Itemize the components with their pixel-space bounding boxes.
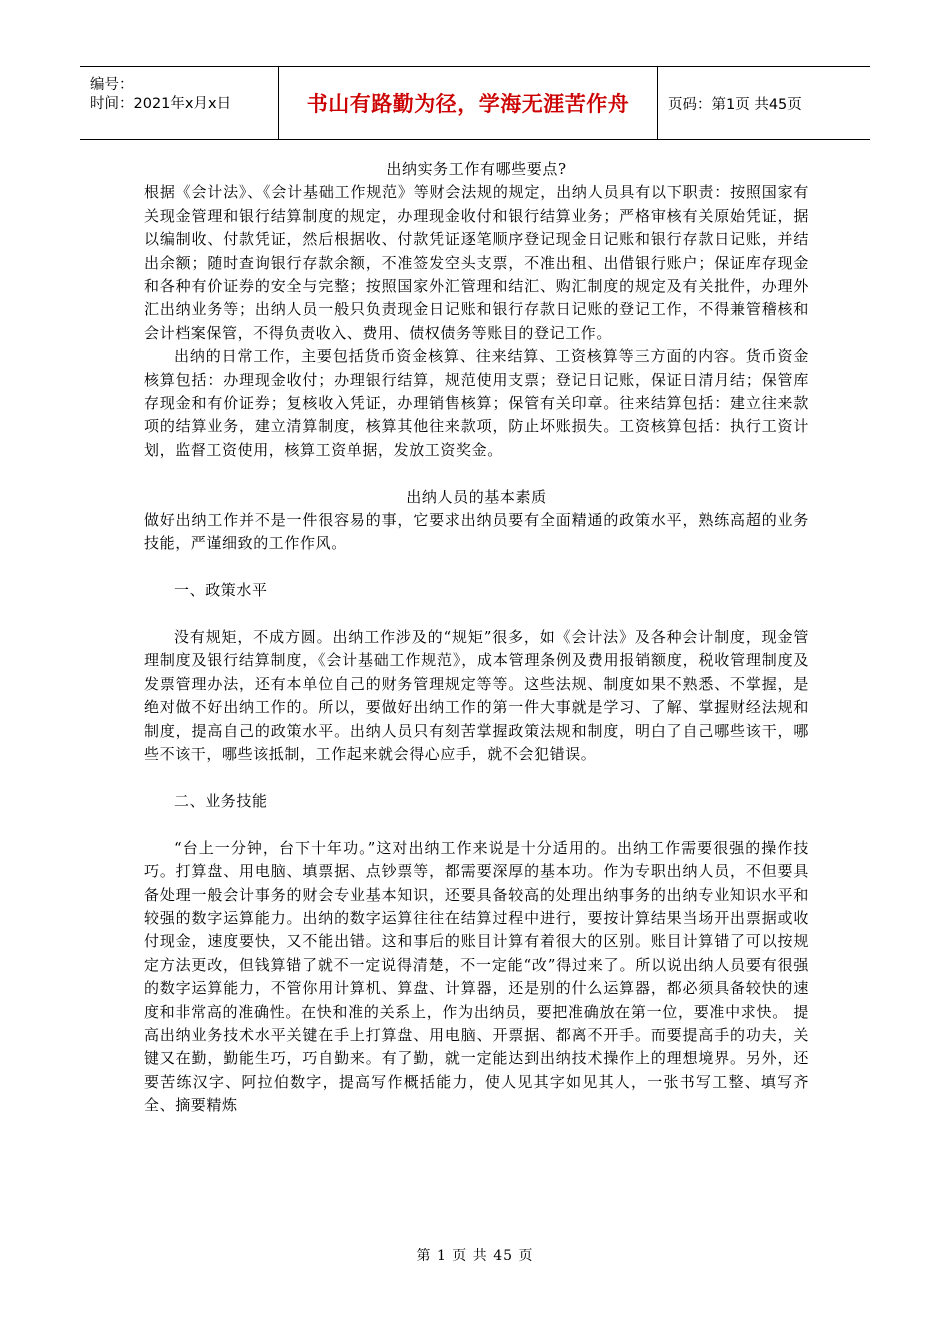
document-number-label: 编号：: [90, 77, 134, 93]
header-table: [80, 66, 870, 140]
header-page-info: 页码：第1页 共45页: [668, 96, 802, 113]
paragraph-policy-level: 没有规矩，不成方圆。出纳工作涉及的“规矩”很多，如《会计法》及各种会计制度，现金管理制度及银行结算制度，《会计基础工作规范》，成本管理条例及费用报销额度，税收管理制度及发票管理办法，还有本单位自己的财务管理规定等等。这些法规、制度如果不熟悉、不掌握，是绝对做不好出纳工作的。所以，要做好出纳工作的第一件大事就是学习、了解、掌握财经法规和制度，提高自己的政策水平。出纳人员只有刻苦掌握政策法规和制度，明白了自己哪些该干，哪些不该干，哪些该抵制，工作起来就会得心应手，就不会犯错误。: [144, 628, 809, 764]
section-title-duties: 出纳实务工作有哪些要点?: [386, 160, 567, 178]
paragraph-qualities-intro: 做好出纳工作并不是一件很容易的事，它要求出纳员要有全面精通的政策水平，熟练高超的业务技能，严谨细致的工作作风。: [144, 511, 809, 553]
paragraph-business-skills: “台上一分钟，台下十年功。”这对出纳工作来说是十分适用的。出纳工作需要很强的操作技巧。打算盘、用电脑、填票据、点钞票等，都需要深厚的基本功。作为专职出纳人员，不但要具备处理一般会计事务的财会专业基本知识，还要具备较高的处理出纳事务的出纳专业知识水平和较强的数字运算能力。出纳的数字运算往往在结算过程中进行，要按计算结果当场开出票据或收付现金，速度要快，又不能出错。这和事后的账目计算有着很大的区别。账目计算错了可以按规定方法更改，但钱算错了就不一定说得清楚，不一定能“改”得过来了。所以说出纳人员要有很强的数字运算能力，不管你用计算机、算盘、计算器，还是别的什么运算器，都必须具备较快的速度和非常高的准确性。在快和准的关系上，作为出纳员，要把准确放在第一位，要准中求快。 提高出纳业务技术水平关键在手上打算盘、用电脑、开票据、都离不开手。而要提高手的功夫，关键又在勤，勤能生巧，巧自勤来。有了勤，就一定能达到出纳技术操作上的理想境界。另外，还要苦练汉字、阿拉伯数字，提高写作概括能力，使人见其字如见其人，一张书写工整、填写齐全、摘要精炼: [144, 838, 809, 1115]
section-title-qualities: 出纳人员的基本素质: [406, 487, 547, 506]
header-meta-cell: [80, 67, 279, 139]
document-body: [144, 158, 809, 1118]
header-motto: 书山有路勤为径，学海无涯苦作舟: [279, 67, 658, 139]
page-footer: 第 1 页 共 45 页: [416, 1248, 534, 1264]
heading-policy-level: 一、政策水平: [174, 581, 268, 600]
paragraph-duties: 根据《会计法》、《会计基础工作规范》等财会法规的规定，出纳人员具有以下职责：按照国家有关现金管理和银行结算制度的规定，办理现金收付和银行结算业务；严格审核有关原始凭证，据以编制收、付款凭证，然后根据收、付款凭证逐笔顺序登记现金日记账和银行存款日记账，并结出余额；随时查询银行存款余额，不准签发空头支票，不准出租、出借银行账户；保证库存现金和各种有价证券的安全与完整；按照国家外汇管理和结汇、购汇制度的规定及有关批件，办理外汇出纳业务等；出纳人员一般只负责现金日记账和银行存款日记账的登记工作，不得兼管稽核和会计档案保管，不得负责收入、费用、债权债务等账目的登记工作。: [144, 183, 809, 342]
heading-business-skills: 二、业务技能: [174, 791, 268, 810]
document-time-label: 时间：2021年x月x日: [90, 96, 232, 112]
paragraph-daily-work: 出纳的日常工作，主要包括货币资金核算、往来结算、工资核算等三方面的内容。货币资金核算包括：办理现金收付；办理银行结算，规范使用支票；登记日记账，保证日清月结；保管库存现金和有价证券；复核收入凭证，办理销售核算；保管有关印章。往来结算包括：建立往来款项的结算业务，建立清算制度，核算其他往来款项，防止坏账损失。工资核算包括：执行工资计划，监督工资使用，核算工资单据，发放工资奖金。: [144, 347, 809, 459]
